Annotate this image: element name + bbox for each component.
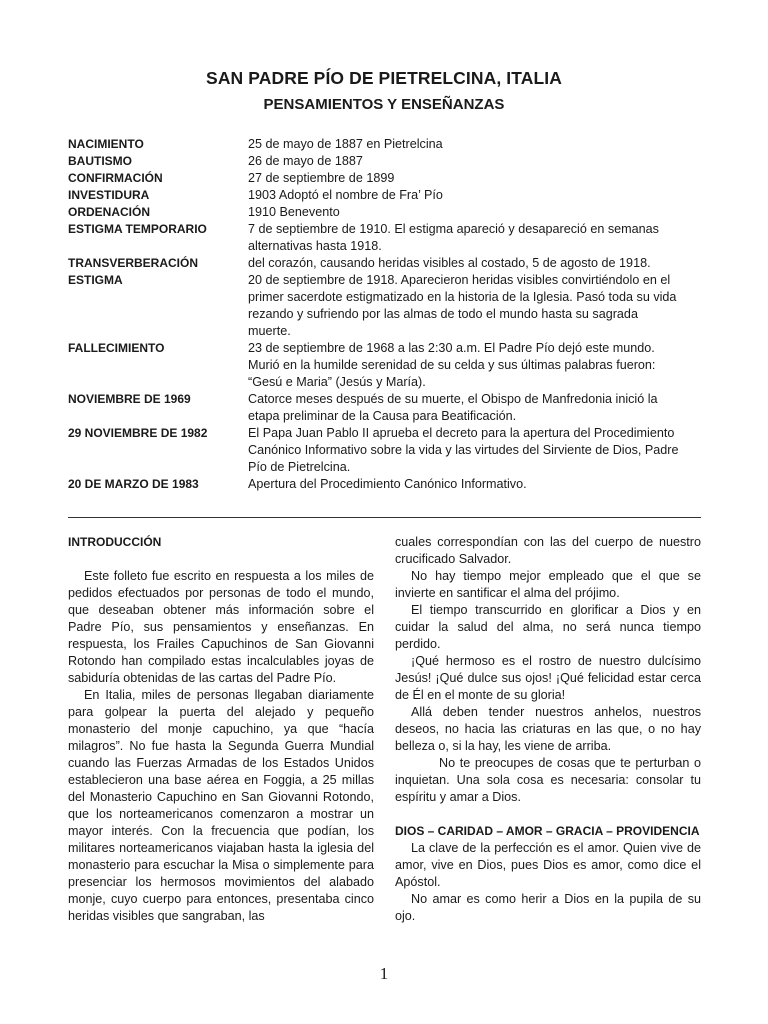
intro-heading: INTRODUCCIÓN <box>68 535 162 549</box>
timeline-value-line: etapa preliminar de la Causa para Beatificación. <box>248 409 517 423</box>
timeline-label: INVESTIDURA <box>68 188 150 202</box>
timeline-label: CONFIRMACIÓN <box>68 171 163 185</box>
timeline-value-line: 7 de septiembre de 1910. El estigma apareció y desapareció en semanas <box>248 222 659 236</box>
paragraph: No te preocupes de cosas que te perturban o inquietan. Una sola cosa es necesaria: consolar tu espíritu y amar a Dios. <box>395 756 701 804</box>
timeline-row <box>68 153 708 170</box>
timeline-label: NOVIEMBRE DE 1969 <box>68 392 191 406</box>
timeline-value-line: “Gesú e Maria” (Jesús y María). <box>248 375 426 389</box>
timeline-value-line: Canónico Informativo sobre la vida y las virtudes del Sirviente de Dios, Padre <box>248 443 679 457</box>
timeline-row <box>68 221 708 255</box>
timeline-value <box>248 204 710 221</box>
section-divider <box>68 517 701 518</box>
paragraph: El tiempo transcurrido en glorificar a Dios y en cuidar la salud del alma, no será nunca tiempo perdido. <box>395 603 701 651</box>
paragraph: No amar es como herir a Dios en la pupila de su ojo. <box>395 892 701 923</box>
timeline-row <box>68 204 708 221</box>
timeline-value <box>248 476 710 493</box>
paragraph: No hay tiempo mejor empleado que el que se invierte en santificar el alma del prójimo. <box>395 569 701 600</box>
timeline-row <box>68 170 708 187</box>
timeline-value-line: 23 de septiembre de 1968 a las 2:30 a.m. El Padre Pío dejó este mundo. <box>248 341 655 355</box>
timeline-value-line: alternativas hasta 1918. <box>248 239 382 253</box>
paragraph: Este folleto fue escrito en respuesta a los miles de pedidos efectuados por personas de todo el mundo, que deseaban obtener más información sobre el Padre Pío, sus pensamientos y enseñanzas. En respuesta, los Frailes Capuchinos de San Giovanni Rotondo han compilado estas incalculables joyas de sabiduría obtenidas de las cartas del Padre Pío. <box>68 569 374 685</box>
timeline-value <box>248 187 710 204</box>
timeline-value-line: muerte. <box>248 324 291 338</box>
timeline-value-line: El Papa Juan Pablo II aprueba el decreto para la apertura del Procedimiento <box>248 426 675 440</box>
timeline-value-line: 25 de mayo de 1887 en Pietrelcina <box>248 137 443 151</box>
timeline-value <box>248 170 710 187</box>
timeline-row <box>68 425 708 476</box>
timeline-label: ESTIGMA <box>68 273 123 287</box>
timeline-value-line: 20 de septiembre de 1918. Aparecieron heridas visibles convirtiéndolo en el <box>248 273 671 287</box>
paragraph: Allá deben tender nuestros anhelos, nuestros deseos, no hacia las criaturas en las que, o no hay belleza o, si la hay, les viene de arriba. <box>395 705 701 753</box>
page-number: 1 <box>379 964 389 983</box>
timeline-label: ESTIGMA TEMPORARIO <box>68 222 207 236</box>
timeline-label: BAUTISMO <box>68 154 132 168</box>
timeline-value-line: Apertura del Procedimiento Canónico Informativo. <box>248 477 527 491</box>
timeline-value <box>248 255 710 272</box>
paragraph: La clave de la perfección es el amor. Quien vive de amor, vive en Dios, pues Dios es amor, como dice el Apóstol. <box>395 841 701 889</box>
timeline-value <box>248 391 710 425</box>
timeline-value-line: 1910 Benevento <box>248 205 340 219</box>
right-column <box>395 534 701 925</box>
left-column <box>68 534 374 925</box>
biography-timeline <box>68 136 708 493</box>
timeline-value-line: Murió en la humilde serenidad de su celda y sus últimas palabras fueron: <box>248 358 656 372</box>
timeline-value-line: Pío de Pietrelcina. <box>248 460 351 474</box>
timeline-value-line: del corazón, causando heridas visibles al costado, 5 de agosto de 1918. <box>248 256 651 270</box>
timeline-label: TRANSVERBERACIÓN <box>68 256 199 270</box>
timeline-value-line: rezando y sufriendo por las almas de todo el mundo hasta su sagrada <box>248 307 638 321</box>
timeline-label: ORDENACIÓN <box>68 205 151 219</box>
timeline-value <box>248 425 710 476</box>
timeline-value <box>248 340 710 391</box>
timeline-value <box>248 221 710 255</box>
timeline-value-line: Catorce meses después de su muerte, el Obispo de Manfredonia inició la <box>248 392 658 406</box>
timeline-label: 20 DE MARZO DE 1983 <box>68 477 199 491</box>
paragraph: cuales correspondían con las del cuerpo de nuestro crucificado Salvador. <box>395 535 701 566</box>
timeline-label: FALLECIMIENTO <box>68 341 165 355</box>
timeline-row <box>68 476 708 493</box>
timeline-row <box>68 340 708 391</box>
timeline-value <box>248 136 710 153</box>
timeline-row <box>68 391 708 425</box>
timeline-value-line: primer sacerdote estigmatizado en la historia de la Iglesia. Pasó toda su vida <box>248 290 677 304</box>
timeline-row <box>68 272 708 340</box>
section-heading: DIOS – CARIDAD – AMOR – GRACIA – PROVIDENCIA <box>395 824 700 838</box>
timeline-row <box>68 255 708 272</box>
document-subtitle: PENSAMIENTOS Y ENSEÑANZAS <box>263 96 505 113</box>
timeline-value <box>248 153 710 170</box>
timeline-value <box>248 272 710 340</box>
timeline-label: NACIMIENTO <box>68 137 144 151</box>
timeline-row <box>68 187 708 204</box>
paragraph: En Italia, miles de personas llegaban diariamente para golpear la puerta del alejado y pequeño monasterio del monje capuchino, ya que “hacía milagros”. No fue hasta la Segunda Guerra Mundial cuando las Fuerzas Armadas de los Estados Unidos establecieron una base aérea en Foggia, a 25 millas del Monasterio Capuchino en San Giovanni Rotondo, que los norteamericanos comenzaron a mostrar un mayor interés. Con la frecuencia que podían, los militares norteamericanos viajaban hasta la iglesia del monasterio para escuchar la Misa o simplemente para presenciar los hermosos movimientos del alabado monje, cuyo cuerpo para entonces, presentaba cinco heridas visibles que sangraban, las <box>68 688 374 923</box>
timeline-value-line: 1903 Adoptó el nombre de Fra’ Pío <box>248 188 443 202</box>
timeline-label: 29 NOVIEMBRE DE 1982 <box>68 426 208 440</box>
timeline-row <box>68 136 708 153</box>
timeline-value-line: 27 de septiembre de 1899 <box>248 171 395 185</box>
document-title: SAN PADRE PÍO DE PIETRELCINA, ITALIA <box>206 68 562 88</box>
timeline-value-line: 26 de mayo de 1887 <box>248 154 363 168</box>
paragraph: ¡Qué hermoso es el rostro de nuestro dulcísimo Jesús! ¡Qué dulce sus ojos! ¡Qué felicidad estar cerca de Él en el monte de su gloria! <box>395 654 701 702</box>
